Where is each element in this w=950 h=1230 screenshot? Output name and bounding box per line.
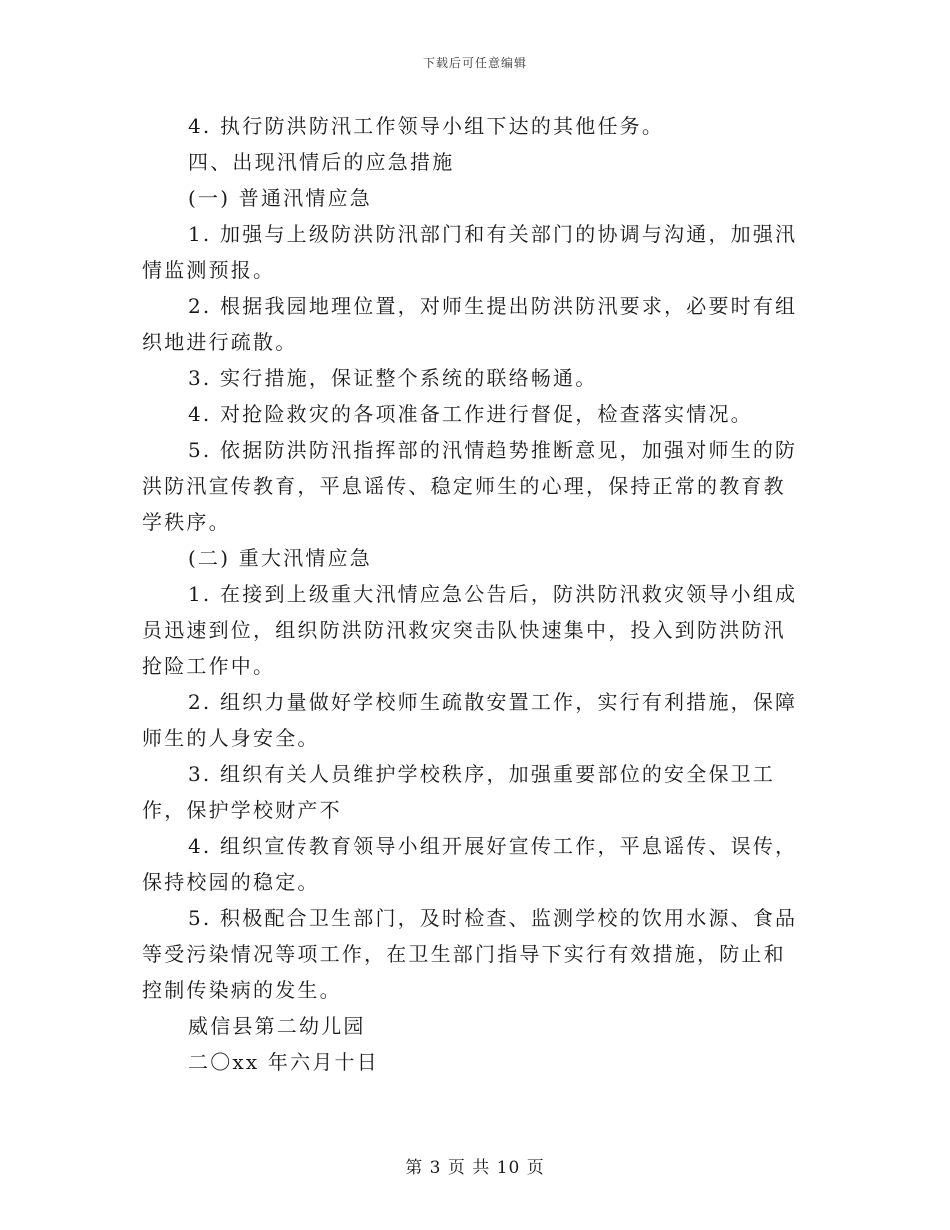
- subsection-heading: (二) 重大汛情应急: [188, 546, 372, 570]
- paragraph: 1. 加强与上级防洪防汛部门和有关部门的协调与沟通，加强汛情监测预报。: [142, 222, 798, 282]
- signature-date: 二〇xx 年六月十日: [188, 1050, 379, 1074]
- paragraph: 1. 在接到上级重大汛情应急公告后，防洪防汛救灾领导小组成员迅速到位，组织防洪防汛救灾突击队快速集中，投入到防洪防汛抢险工作中。: [142, 582, 798, 678]
- page-number-footer: 第 3 页 共 10 页: [405, 1158, 545, 1178]
- paragraph: 3. 组织有关人员维护学校秩序，加强重要部位的安全保卫工作，保护学校财产不: [142, 762, 776, 822]
- section-heading: 四、出现汛情后的应急措施: [188, 150, 455, 174]
- header-note: 下载后可任意编辑: [422, 56, 527, 70]
- paragraph: 4. 执行防洪防汛工作领导小组下达的其他任务。: [188, 114, 665, 138]
- paragraph: 5. 依据防洪防汛指挥部的汛情趋势推断意见，加强对师生的防洪防汛宣传教育，平息谣传、稳定师生的心理，保持正常的教育教学秩序。: [142, 438, 798, 534]
- signature-organization: 威信县第二幼儿园: [188, 1014, 366, 1038]
- paragraph: 3. 实行措施，保证整个系统的联络畅通。: [188, 366, 598, 390]
- paragraph: 4. 组织宣传教育领导小组开展好宣传工作，平息谣传、误传，保持校园的稳定。: [142, 834, 798, 894]
- paragraph: 5. 积极配合卫生部门，及时检查、监测学校的饮用水源、食品等受污染情况等项工作，在卫生部门指导下实行有效措施，防止和控制传染病的发生。: [142, 906, 798, 1002]
- paragraph: 2. 根据我园地理位置，对师生提出防洪防汛要求，必要时有组织地进行疏散。: [142, 294, 798, 354]
- subsection-heading: (一) 普通汛情应急: [188, 186, 372, 210]
- document-body: [142, 108, 802, 1080]
- paragraph: 4. 对抢险救灾的各项准备工作进行督促，检查落实情况。: [188, 402, 753, 426]
- paragraph: 2. 组织力量做好学校师生疏散安置工作，实行有利措施，保障师生的人身安全。: [142, 690, 798, 750]
